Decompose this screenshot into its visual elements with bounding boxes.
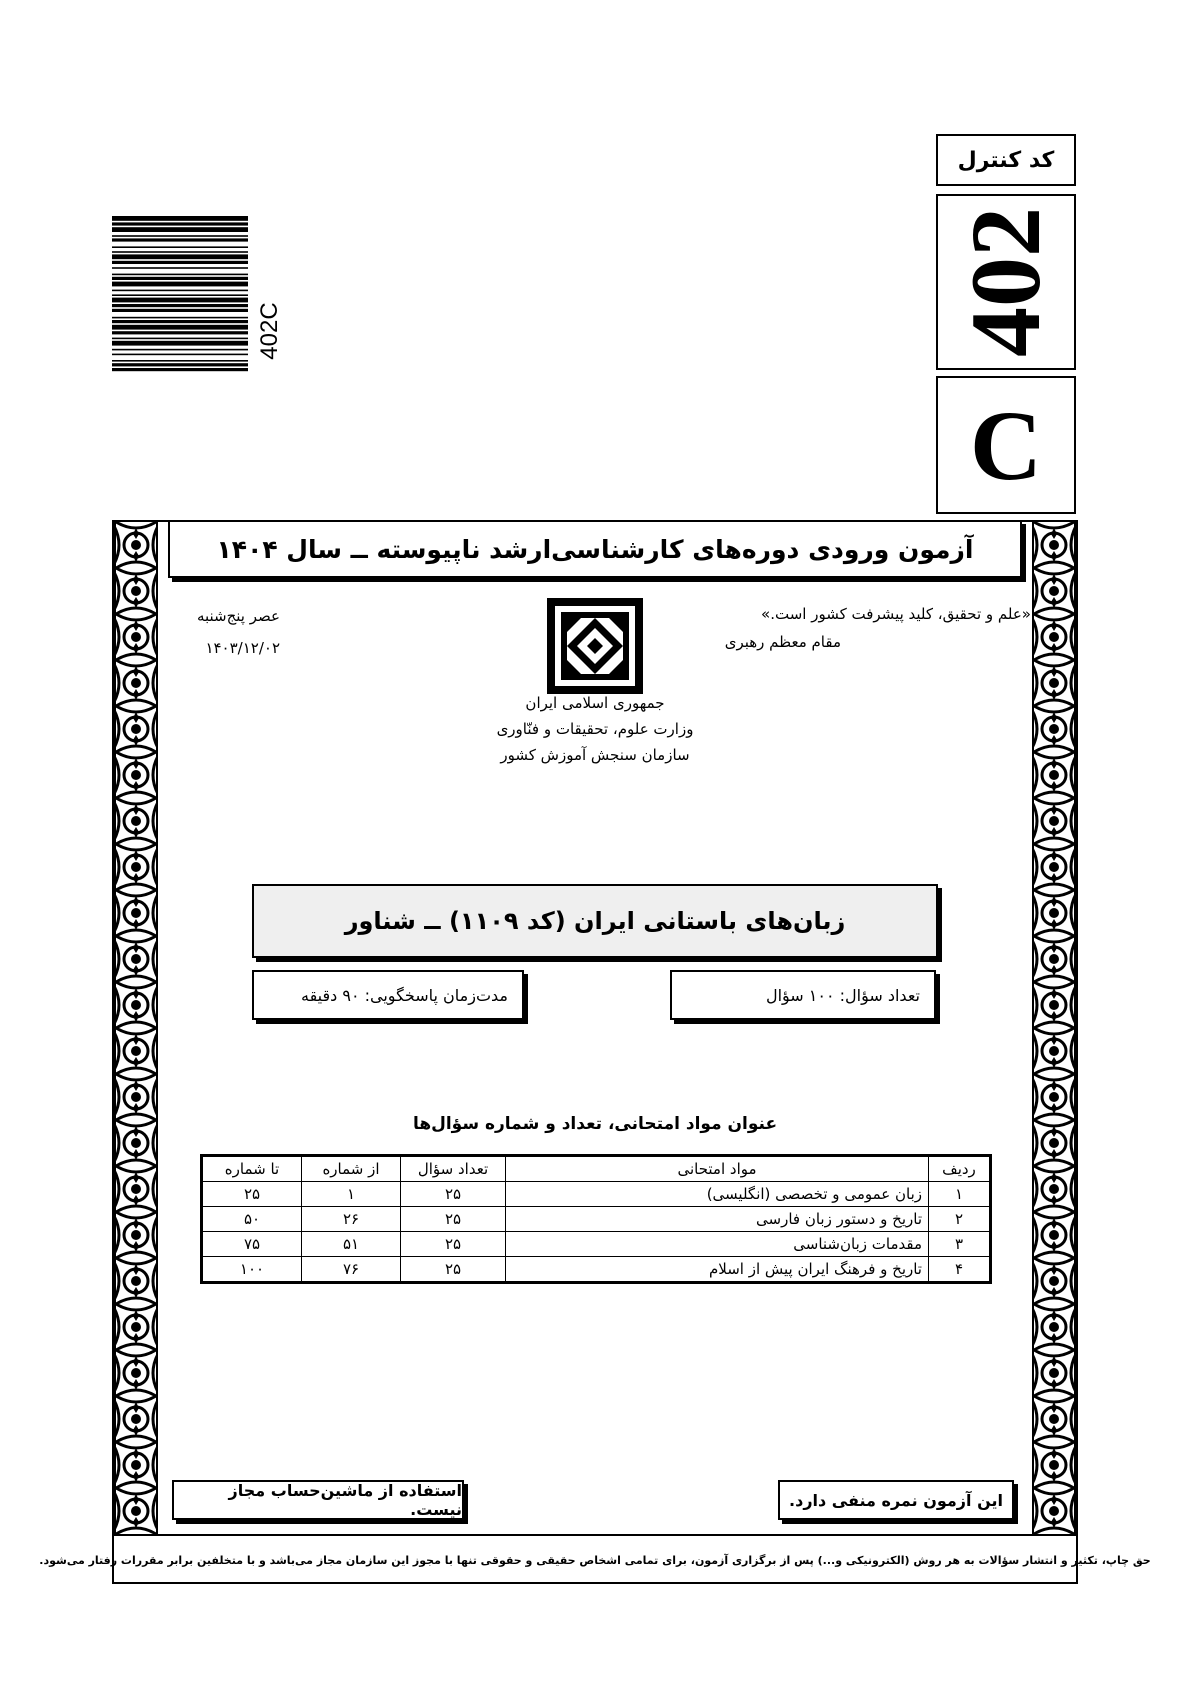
subject-title: زبان‌های باستانی ایران (کد ۱۱۰۹) ــ شناور (252, 884, 938, 958)
control-code-number (936, 194, 1076, 370)
motto-quote: «علم و تحقیق، کلید پیشرفت کشور است.» (761, 605, 1031, 623)
cell-subject: تاریخ و فرهنگ ایران پیش از اسلام (506, 1257, 929, 1283)
cell-count: ۲۵ (401, 1257, 506, 1283)
header-row-number: ردیف (929, 1156, 991, 1182)
session-info (170, 600, 280, 664)
table-row (202, 1207, 991, 1232)
cell-count: ۲۵ (401, 1207, 506, 1232)
cell-to: ۷۵ (202, 1232, 302, 1257)
cell-subject: مقدمات زبان‌شناسی (506, 1232, 929, 1257)
org-name: سازمان سنجش آموزش کشور (500, 746, 690, 764)
cell-subject: زبان عمومی و تخصصی (انگلیسی) (506, 1182, 929, 1207)
cell-subject: تاریخ و دستور زبان فارسی (506, 1207, 929, 1232)
cell-row: ۱ (929, 1182, 991, 1207)
cell-to: ۵۰ (202, 1207, 302, 1232)
cell-row: ۳ (929, 1232, 991, 1257)
session-date: ۱۴۰۳/۱۲/۰۲ (205, 639, 280, 657)
table-row (202, 1232, 991, 1257)
organization-logo-icon (545, 596, 645, 696)
session-time: عصر پنج‌شنبه (196, 607, 280, 625)
table-title: عنوان مواد امتحانی، تعداد و شماره سؤال‌ها (412, 1114, 778, 1134)
calculator-notice: استفاده از ماشین‌حساب مجاز نیست. (172, 1480, 464, 1520)
cell-from: ۲۶ (302, 1207, 401, 1232)
header-subject: مواد امتحانی (506, 1156, 929, 1182)
control-code-value: 402 (950, 207, 1061, 357)
control-code-label: کد کنترل (936, 134, 1076, 186)
answer-duration: مدت‌زمان پاسخگویی: ۹۰ دقیقه (252, 970, 524, 1020)
cell-from: ۵۱ (302, 1232, 401, 1257)
cell-from: ۱ (302, 1182, 401, 1207)
organization-block (440, 690, 750, 768)
table-header-row (202, 1156, 991, 1182)
exam-title: آزمون ورودی دوره‌های کارشناسی‌ارشد ناپیوسته ــ سال ۱۴۰۴ (168, 520, 1022, 578)
cell-to: ۱۰۰ (202, 1257, 302, 1283)
motto-author: مقام معظم رهبری (724, 633, 841, 651)
decorative-border-right (1032, 522, 1076, 1534)
cell-to: ۲۵ (202, 1182, 302, 1207)
barcode-text: 402C (256, 302, 283, 360)
barcode (112, 216, 248, 444)
header-count: تعداد سؤال (401, 1156, 506, 1182)
cell-count: ۲۵ (401, 1232, 506, 1257)
question-count: تعداد سؤال: ۱۰۰ سؤال (670, 970, 936, 1020)
org-ministry: وزارت علوم، تحقیقات و فنّاوری (496, 720, 694, 738)
negative-marking-notice: این آزمون نمره منفی دارد. (778, 1480, 1014, 1520)
cell-count: ۲۵ (401, 1182, 506, 1207)
table-row (202, 1182, 991, 1207)
cell-row: ۴ (929, 1257, 991, 1283)
cell-row: ۲ (929, 1207, 991, 1232)
motto (725, 600, 1031, 656)
booklet-letter: C (936, 376, 1076, 514)
copyright-notice: حق چاپ، تکثیر و انتشار سؤالات به هر روش (الکترونیکی و...) پس از برگزاری آزمون، برای تمامی اشخاص حقیقی و حقوقی تنها با مجوز این سازمان مجاز می‌باشد و با متخلفین برابر مقررات رفتار می‌شود. (112, 1534, 1078, 1584)
header-from: از شماره (302, 1156, 401, 1182)
decorative-border-left (114, 522, 158, 1534)
barcode-caption (250, 296, 290, 366)
header-to: تا شماره (202, 1156, 302, 1182)
subjects-table (200, 1154, 992, 1284)
cell-from: ۷۶ (302, 1257, 401, 1283)
table-row (202, 1257, 991, 1283)
org-country: جمهوری اسلامی ایران (525, 694, 665, 712)
